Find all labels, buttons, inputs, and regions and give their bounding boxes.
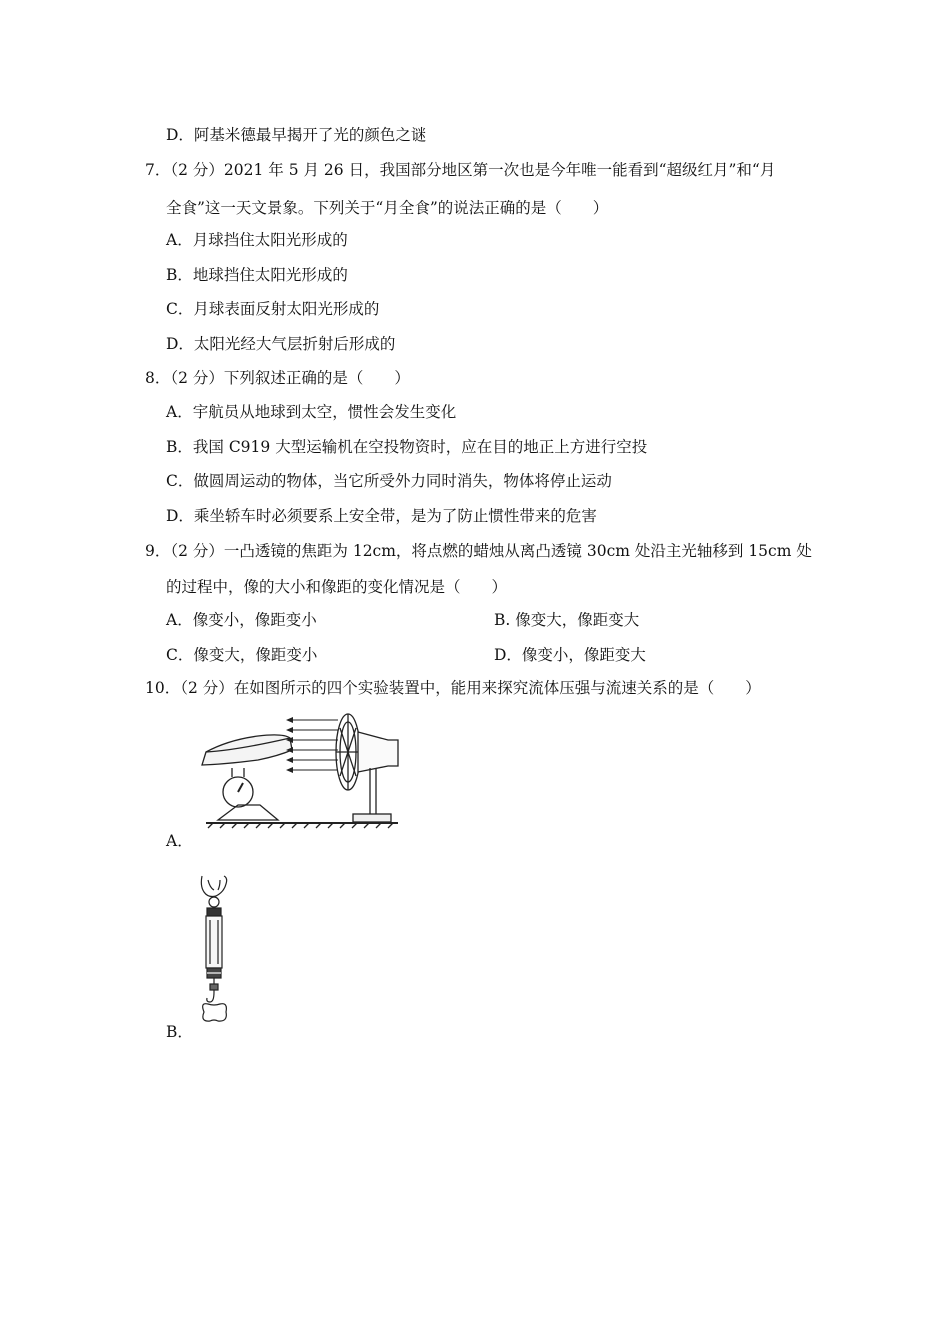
spring-scale-weight-icon <box>190 872 240 1032</box>
q7-option-c: C．月球表面反射太阳光形成的 <box>166 300 380 318</box>
q8-stem: 8．（2 分）下列叙述正确的是（ ） <box>145 369 410 387</box>
q9-option-b: B. 像变大，像距变大 <box>494 611 640 629</box>
q9-option-c: C．像变大，像距变小 <box>166 646 318 664</box>
q6-option-d: D．阿基米德最早揭开了光的颜色之谜 <box>166 126 427 144</box>
q9-stem-line2: 的过程中，像的大小和像距的变化情况是（ ） <box>166 578 508 596</box>
q7-option-b: B．地球挡住太阳光形成的 <box>166 266 348 284</box>
wing-model-fan-scale-icon <box>198 710 408 835</box>
q8-option-d: D．乘坐轿车时必须要系上安全带，是为了防止惯性带来的危害 <box>166 507 597 525</box>
q8-option-a: A．宇航员从地球到太空，惯性会发生变化 <box>166 403 457 421</box>
q8-option-c: C．做圆周运动的物体，当它所受外力同时消失，物体将停止运动 <box>166 472 612 490</box>
q10-option-b: B． <box>166 1023 193 1041</box>
q9-stem-line1: 9．（2 分）一凸透镜的焦距为 12cm，将点燃的蜡烛从离凸透镜 30cm 处沿主光轴移到 15cm 处 <box>145 542 812 560</box>
q7-stem-line2: 全食”这一天文景象。下列关于“月全食”的说法正确的是（ ） <box>166 199 609 217</box>
q10-stem: 10．（2 分）在如图所示的四个实验装置中，能用来探究流体压强与流速关系的是（ ） <box>145 679 761 697</box>
q7-option-d: D．太阳光经大气层折射后形成的 <box>166 335 396 353</box>
q9-option-a: A．像变小，像距变小 <box>166 611 317 629</box>
q8-option-b: B．我国 C919 大型运输机在空投物资时，应在目的地正上方进行空投 <box>166 438 648 456</box>
q7-stem-line1: 7．（2 分）2021 年 5 月 26 日，我国部分地区第一次也是今年唯一能看到“超级红月”和“月 <box>145 161 776 179</box>
q7-option-a: A．月球挡住太阳光形成的 <box>166 231 348 249</box>
q10-option-a: A． <box>166 832 193 850</box>
q9-option-d: D．像变小，像距变大 <box>494 646 646 664</box>
